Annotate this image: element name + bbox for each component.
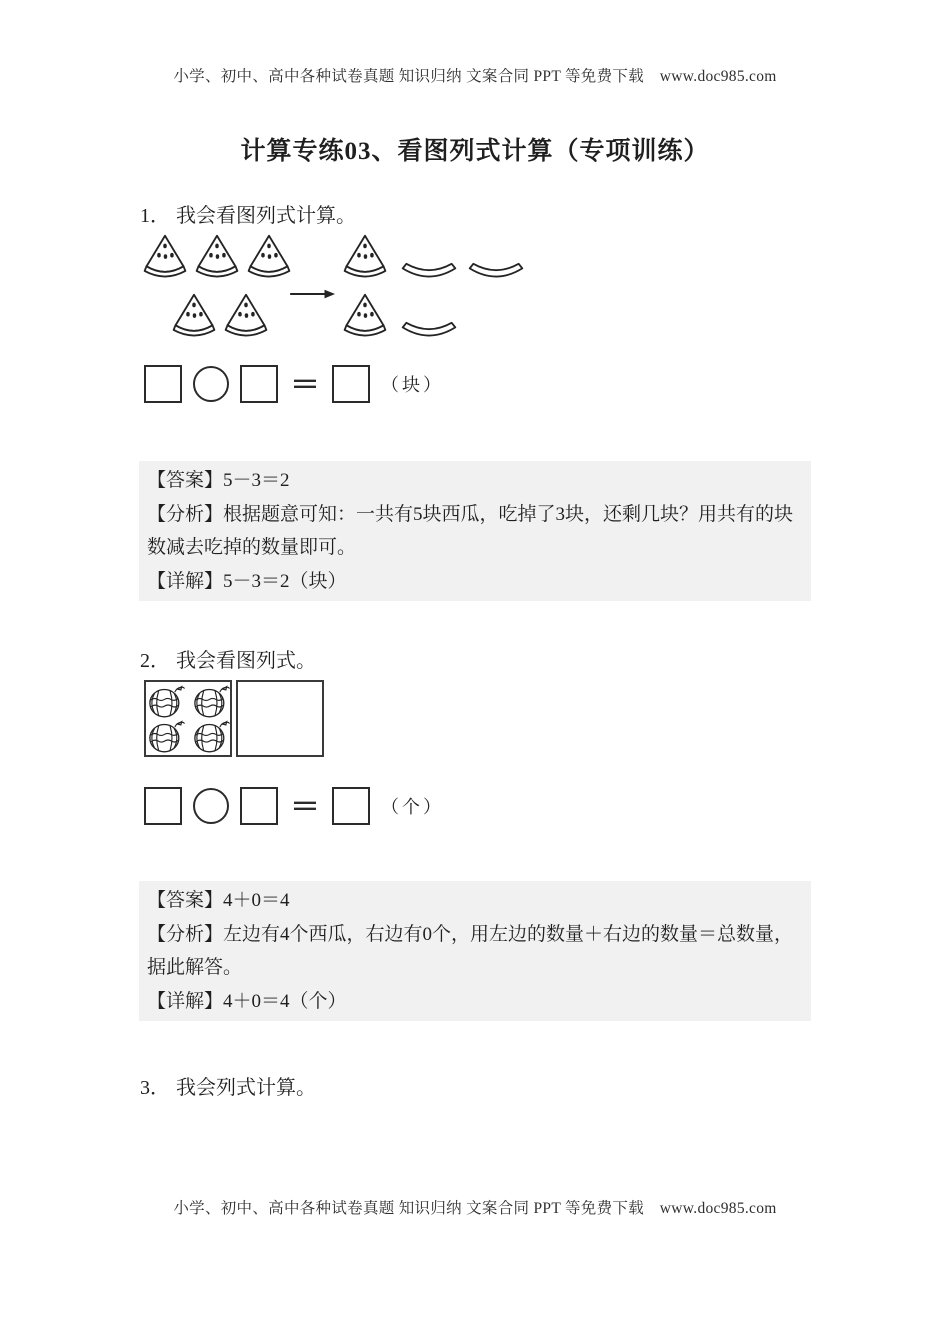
watermelon-box-left <box>144 680 232 757</box>
watermelon-rind-icon <box>467 261 525 283</box>
question-3-number: 3． <box>140 1077 170 1099</box>
answer-label: 【答案】 <box>147 890 224 911</box>
question-2-figure <box>144 680 324 757</box>
question-2-prompt <box>140 644 316 673</box>
figure-row <box>168 292 295 342</box>
watermelon-slice-icon <box>339 292 391 342</box>
answer-circle-operator <box>193 366 229 402</box>
question-1-number: 1． <box>140 205 170 227</box>
answer-label: 【答案】 <box>147 470 224 491</box>
detail-label: 【详解】 <box>147 570 224 592</box>
whole-watermelon-icon <box>192 719 230 754</box>
whole-watermelon-icon <box>147 684 185 719</box>
answer-line <box>147 884 803 918</box>
figure-row <box>339 233 525 283</box>
answer-circle-operator <box>193 788 229 824</box>
question-1-figure <box>139 233 709 347</box>
analysis-label: 【分析】 <box>147 503 224 525</box>
detail-value: 5－3＝2（块） <box>223 570 347 592</box>
watermelon-slice-icon <box>191 233 243 283</box>
question-1-answer-block <box>139 461 811 601</box>
answer-line <box>147 464 803 498</box>
watermelon-group-after <box>339 233 525 342</box>
question-1-text: 我会看图列式计算。 <box>176 205 356 227</box>
answer-box-operand-1 <box>144 365 182 403</box>
equals-sign: ＝ <box>290 368 320 403</box>
question-1-equation <box>144 364 444 404</box>
figure-row <box>139 233 295 283</box>
right-arrow-icon <box>290 286 336 302</box>
answer-box-operand-1 <box>144 787 182 825</box>
question-1-prompt <box>140 199 356 228</box>
question-2-text: 我会看图列式。 <box>176 650 316 672</box>
question-2-number: 2． <box>140 650 170 672</box>
page-title: 计算专练03、看图列式计算（专项训练） <box>240 138 710 165</box>
question-2-equation <box>144 786 444 826</box>
whole-watermelon-icon <box>192 684 230 719</box>
question-2-answer-block <box>139 881 811 1021</box>
detail-line <box>147 985 803 1019</box>
equation-unit: （个） <box>381 797 444 817</box>
detail-line <box>147 565 803 599</box>
question-3-prompt <box>140 1071 316 1100</box>
watermelon-slice-icon <box>243 233 295 283</box>
page-header: 小学、初中、高中各种试卷真题 知识归纳 文案合同 PPT 等免费下载 www.doc985.com <box>173 68 777 85</box>
whole-watermelon-icon <box>147 719 185 754</box>
answer-box-operand-2 <box>240 365 278 403</box>
watermelon-slice-icon <box>139 233 191 283</box>
equation-unit: （块） <box>381 375 444 395</box>
page-footer: 小学、初中、高中各种试卷真题 知识归纳 文案合同 PPT 等免费下载 www.doc985.com <box>173 1200 777 1217</box>
watermelon-rind-icon <box>400 320 458 342</box>
detail-label: 【详解】 <box>147 990 224 1012</box>
detail-value: 4＋0＝4（个） <box>223 990 347 1012</box>
answer-box-result <box>332 365 370 403</box>
equals-sign: ＝ <box>290 790 320 825</box>
watermelon-slice-icon <box>168 292 220 342</box>
watermelon-slice-icon <box>220 292 272 342</box>
watermelon-box-right-empty <box>236 680 324 757</box>
figure-row <box>146 684 230 718</box>
answer-box-operand-2 <box>240 787 278 825</box>
watermelon-group-before <box>139 233 295 342</box>
answer-value: 4＋0＝4 <box>223 890 290 911</box>
analysis-label: 【分析】 <box>147 923 224 945</box>
watermelon-rind-icon <box>400 261 458 283</box>
figure-row <box>146 719 230 753</box>
analysis-value: 左边有4个西瓜，右边有0个，用左边的数量＋右边的数量＝总数量，据此解答。 <box>147 923 794 978</box>
analysis-line <box>147 498 803 565</box>
answer-value: 5－3＝2 <box>223 470 290 491</box>
figure-row <box>339 292 525 342</box>
answer-box-result <box>332 787 370 825</box>
watermelon-slice-icon <box>339 233 391 283</box>
analysis-value: 根据题意可知：一共有5块西瓜，吃掉了3块，还剩几块？用共有的块数减去吃掉的数量即可。 <box>147 503 794 558</box>
analysis-line <box>147 918 803 985</box>
question-3-text: 我会列式计算。 <box>176 1077 316 1099</box>
